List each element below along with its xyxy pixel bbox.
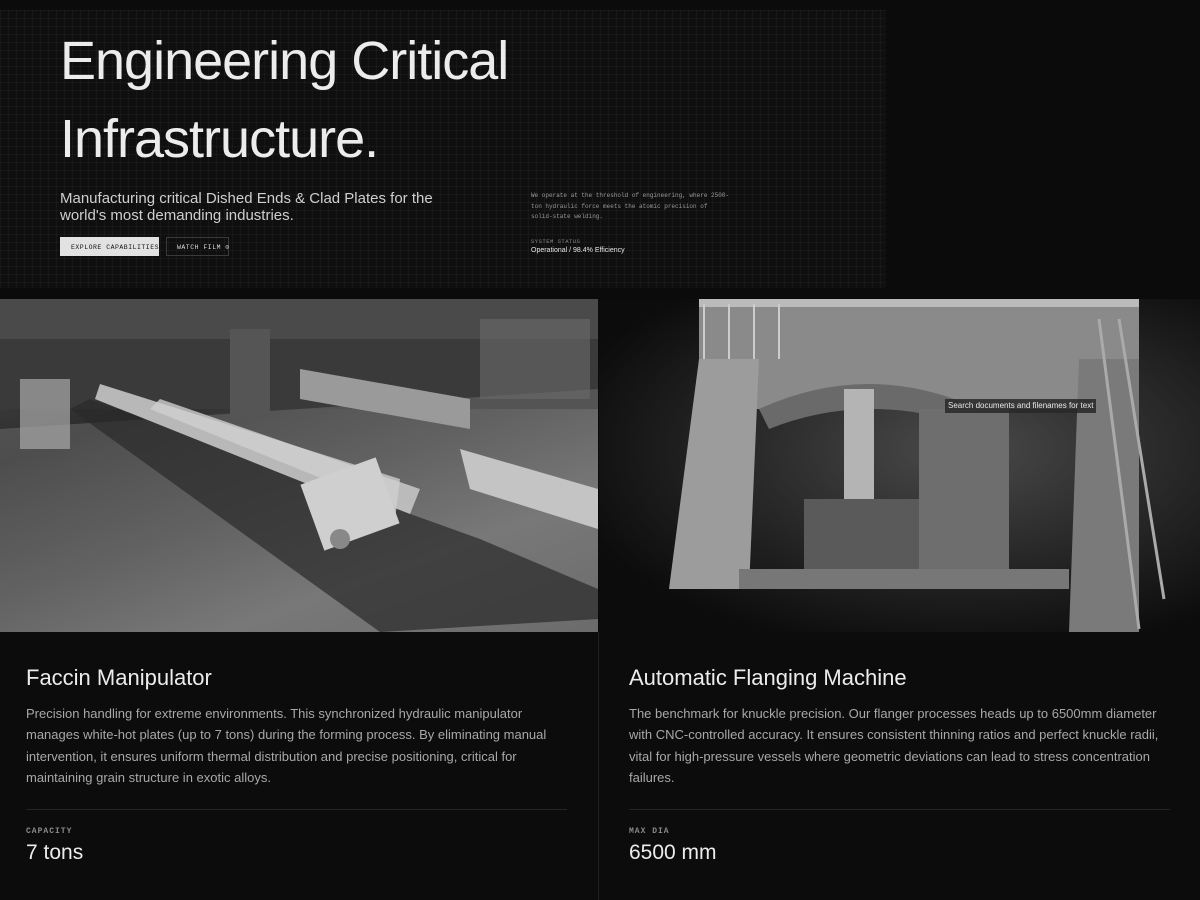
explore-capabilities-button[interactable]: EXPLORE CAPABILITIES → — [60, 237, 159, 256]
card-title: Automatic Flanging Machine — [629, 665, 907, 690]
max-dia-label: MAX DIA — [629, 827, 670, 836]
hero-note: We operate at the threshold of engineering, where 2500-ton hydraulic force meets the atomic precision of solid-state welding. — [531, 192, 730, 220]
system-status-value: Operational / 98.4% Efficiency — [531, 247, 625, 254]
flanging-machine-card — [598, 632, 1200, 900]
title-line-2: Infrastructure. — [60, 109, 379, 169]
card-description: Precision handling for extreme environments. This synchronized hydraulic manipulator manages white-hot plates (up to 7 tons) during the forming process. By eliminating manual intervention, it ensures uniform thermal distribution and precise positioning, critical for maintaining grain structure in exotic alloys. — [26, 706, 547, 785]
hero-subtitle: Manufacturing critical Dished Ends & Clad Plates for the world's most demanding industries. — [60, 190, 433, 224]
factory-floor-illustration — [0, 299, 598, 632]
search-tooltip: Search documents and filenames for text — [945, 399, 1096, 413]
flanging-machine-illustration — [599, 299, 1200, 632]
flanging-machine-photo — [599, 299, 1200, 632]
card-description: The benchmark for knuckle precision. Our flanger processes heads up to 6500mm diameter with CNC-controlled accuracy. It ensures consistent thinning ratios and perfect knuckle radii, vital for high-pressure vessels where geometric deviations can lead to stress concentration failures. — [629, 706, 1159, 785]
capacity-label: CAPACITY — [26, 827, 73, 836]
watch-film-button[interactable]: WATCH FILM ⊙ — [166, 237, 229, 256]
hero-section — [0, 0, 1200, 298]
system-status-label: SYSTEM STATUS — [531, 238, 581, 245]
title-line-1: Engineering Critical — [60, 31, 509, 91]
card-divider — [629, 809, 1170, 810]
card-title: Faccin Manipulator — [26, 665, 212, 690]
page-title — [60, 22, 620, 178]
capacity-value: 7 tons — [26, 841, 84, 864]
faccin-manipulator-photo — [0, 299, 598, 632]
max-dia-value: 6500 mm — [629, 841, 717, 864]
card-divider — [26, 809, 567, 810]
faccin-manipulator-card — [0, 632, 597, 900]
